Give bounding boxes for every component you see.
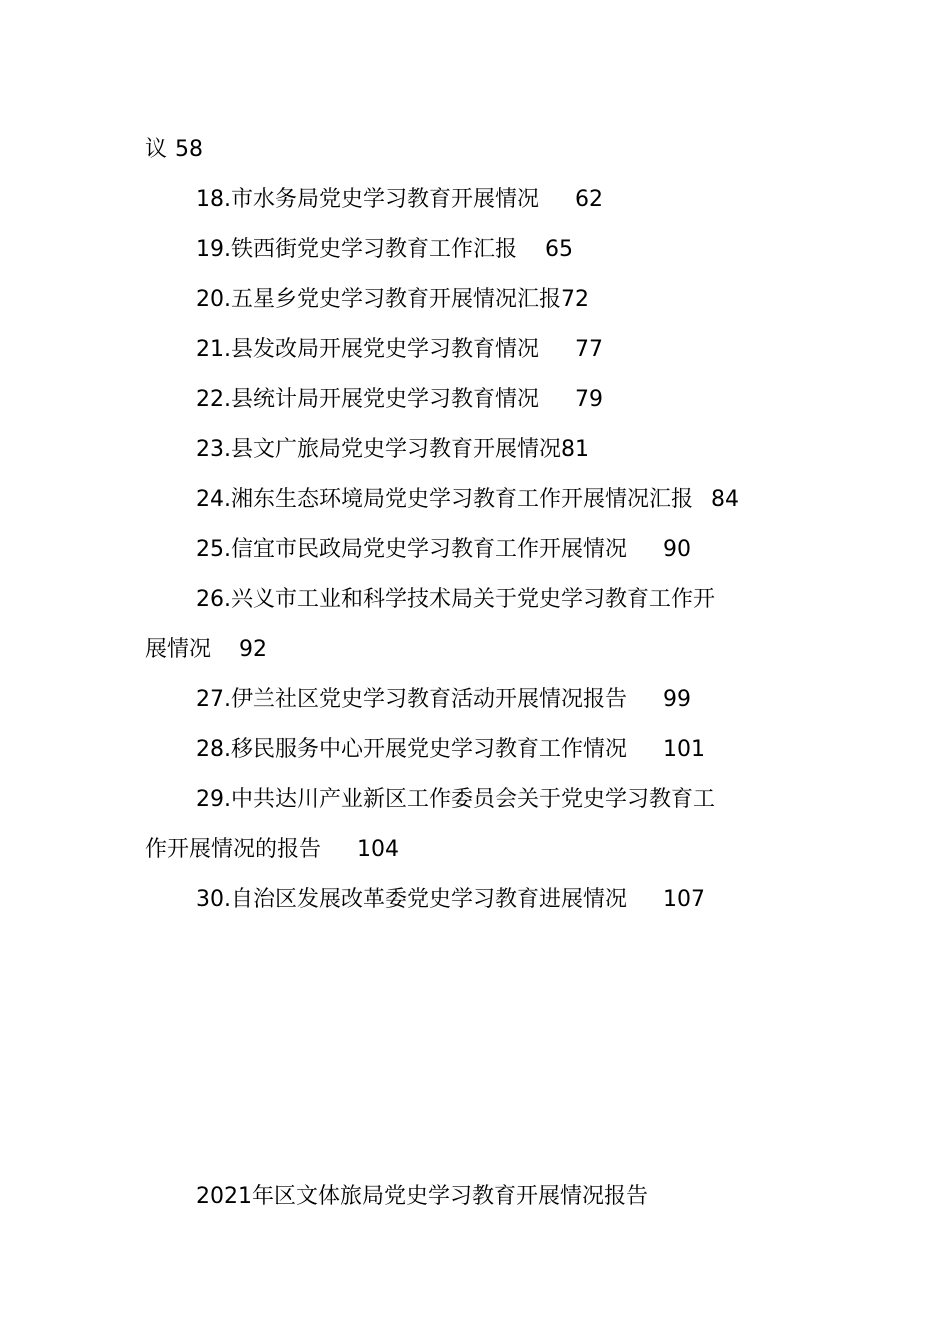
toc-entry[interactable] (196, 335, 603, 365)
toc-entry[interactable] (196, 385, 603, 415)
toc-entry-line1[interactable] (196, 585, 715, 615)
toc-entry-title: 20.五星乡党史学习教育开展情况汇报 (196, 287, 561, 312)
toc-page-number: 58 (175, 137, 204, 162)
toc-entry-line2[interactable] (145, 835, 399, 865)
toc-entry-line2[interactable] (145, 635, 267, 665)
toc-entry[interactable] (196, 885, 705, 915)
toc-page-number: 90 (663, 537, 691, 562)
toc-entry[interactable] (196, 735, 705, 765)
toc-entry-title: 26.兴义市工业和科学技术局关于党史学习教育工作开 (196, 587, 715, 612)
toc-page-number: 101 (663, 737, 705, 762)
toc-entry[interactable] (196, 185, 603, 215)
toc-entry-title: 25.信宜市民政局党史学习教育工作开展情况 (196, 537, 627, 562)
toc-entry[interactable] (196, 435, 589, 465)
toc-page-number: 65 (545, 237, 573, 262)
toc-page-number: 62 (575, 187, 603, 212)
toc-entry[interactable] (196, 485, 739, 515)
toc-entry-title: 23.县文广旅局党史学习教育开展情况 (196, 437, 561, 462)
toc-entry[interactable] (196, 285, 589, 315)
toc-entry-title: 29.中共达川产业新区工作委员会关于党史学习教育工 (196, 787, 715, 812)
toc-entry-title: 24.湘东生态环境局党史学习教育工作开展情况汇报 (196, 487, 693, 512)
document-heading: 2021年区文体旅局党史学习教育开展情况报告 (196, 1184, 648, 1209)
toc-entry-title: 展情况 (145, 637, 212, 662)
toc-entry[interactable] (196, 235, 573, 265)
toc-entry-title: 作开展情况的报告 (145, 837, 322, 862)
toc-entry-title: 21.县发改局开展党史学习教育情况 (196, 337, 539, 362)
toc-entry[interactable] (196, 535, 691, 565)
toc-continuation-tail: 议 (145, 137, 168, 162)
toc-entry-title: 22.县统计局开展党史学习教育情况 (196, 387, 539, 412)
toc-page-number: 81 (561, 437, 589, 462)
toc-entry-line1[interactable] (196, 785, 715, 815)
toc-page-number: 99 (663, 687, 691, 712)
toc-page-number: 104 (357, 837, 400, 862)
toc-entry[interactable] (196, 685, 691, 715)
toc-entry-title: 27.伊兰社区党史学习教育活动开展情况报告 (196, 687, 627, 712)
toc-page-number: 77 (575, 337, 603, 362)
toc-page-number: 79 (575, 387, 603, 412)
toc-entry-title: 19.铁西街党史学习教育工作汇报 (196, 237, 517, 262)
toc-page-number: 72 (561, 287, 589, 312)
toc-entry-title: 18.市水务局党史学习教育开展情况 (196, 187, 539, 212)
toc-continuation-line (145, 135, 203, 165)
toc-entry-title: 30.自治区发展改革委党史学习教育进展情况 (196, 887, 627, 912)
toc-page-number: 107 (663, 887, 705, 912)
toc-page-number: 84 (711, 487, 739, 512)
toc-entry-title: 28.移民服务中心开展党史学习教育工作情况 (196, 737, 627, 762)
toc-page-number: 92 (239, 637, 268, 662)
